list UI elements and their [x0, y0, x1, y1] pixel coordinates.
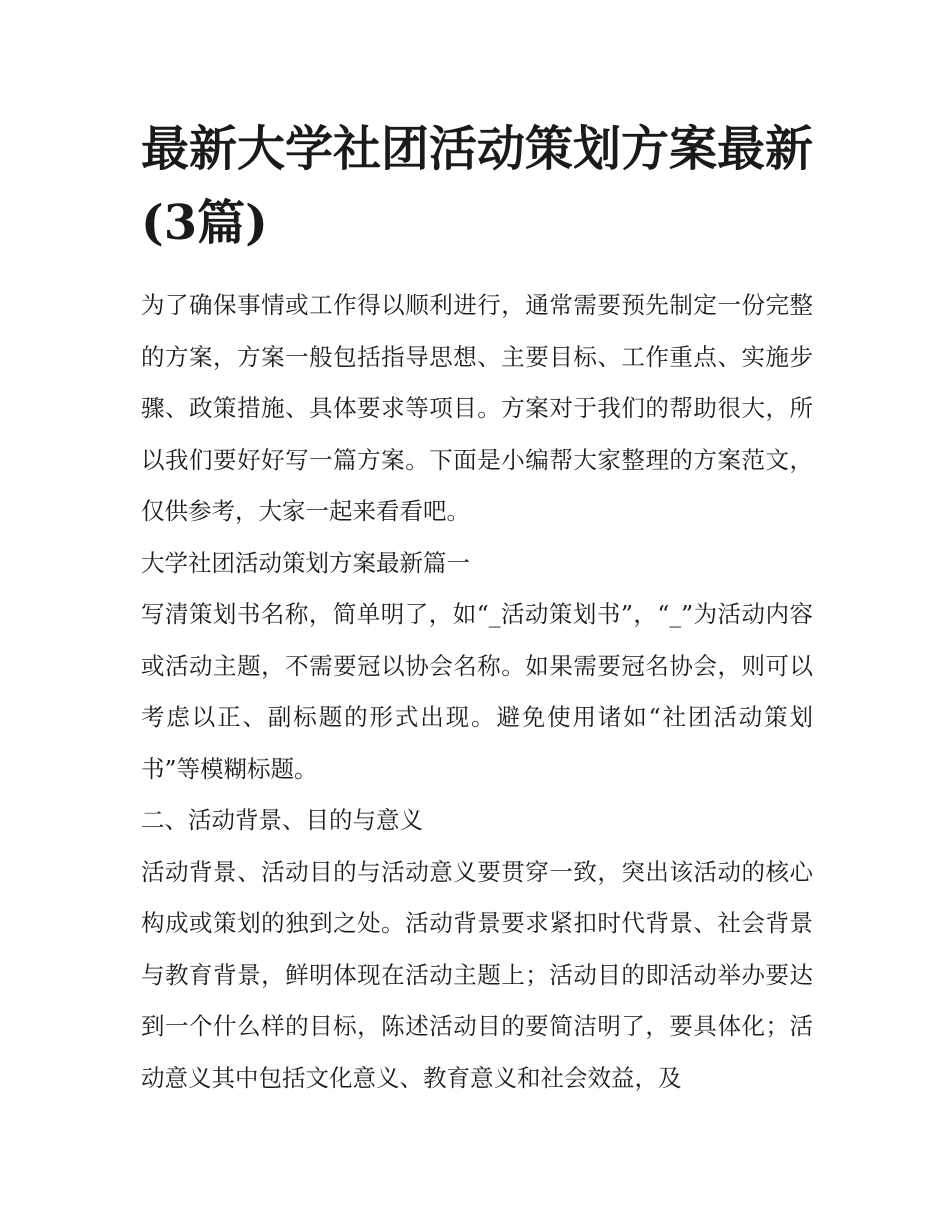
intro-paragraph: 为了确保事情或工作得以顺利进行，通常需要预先制定一份完整的方案，方案一般包括指导思想、主要目标、工作重点、实施步骤、政策措施、具体要求等项目。方案对于我们的帮助很大，所以我们要好好写一篇方案。下面是小编帮大家整理的方案范文，仅供参考，大家一起来看看吧。 [141, 291, 813, 525]
document-title: 最新大学社团活动策划方案最新(3篇) [141, 121, 814, 251]
section1-heading: 大学社团活动策划方案最新篇一 [141, 548, 470, 577]
document-body [141, 112, 813, 1104]
title-spacer [141, 260, 813, 280]
section2-paragraph: 活动背景、活动目的与活动意义要贯穿一致，突出该活动的核心构成或策划的独到之处。活动背景要求紧扣时代背景、社会背景与教育背景，鲜明体现在活动主题上；活动目的即活动举办要达到一个什么样的目标，陈述活动目的要简洁明了，要具体化；活动意义其中包括文化意义、教育意义和社会效益，及 [141, 857, 813, 1092]
section1-paragraph: 写清策划书名称，简单明了，如“_活动策划书”，“_”为活动内容或活动主题，不需要冠以协会名称。如果需要冠名协会，则可以考虑以正、副标题的形式出现。避免使用诸如“社团活动策划书”等模糊标题。 [141, 600, 813, 783]
section2-heading: 二、活动背景、目的与意义 [141, 806, 423, 834]
